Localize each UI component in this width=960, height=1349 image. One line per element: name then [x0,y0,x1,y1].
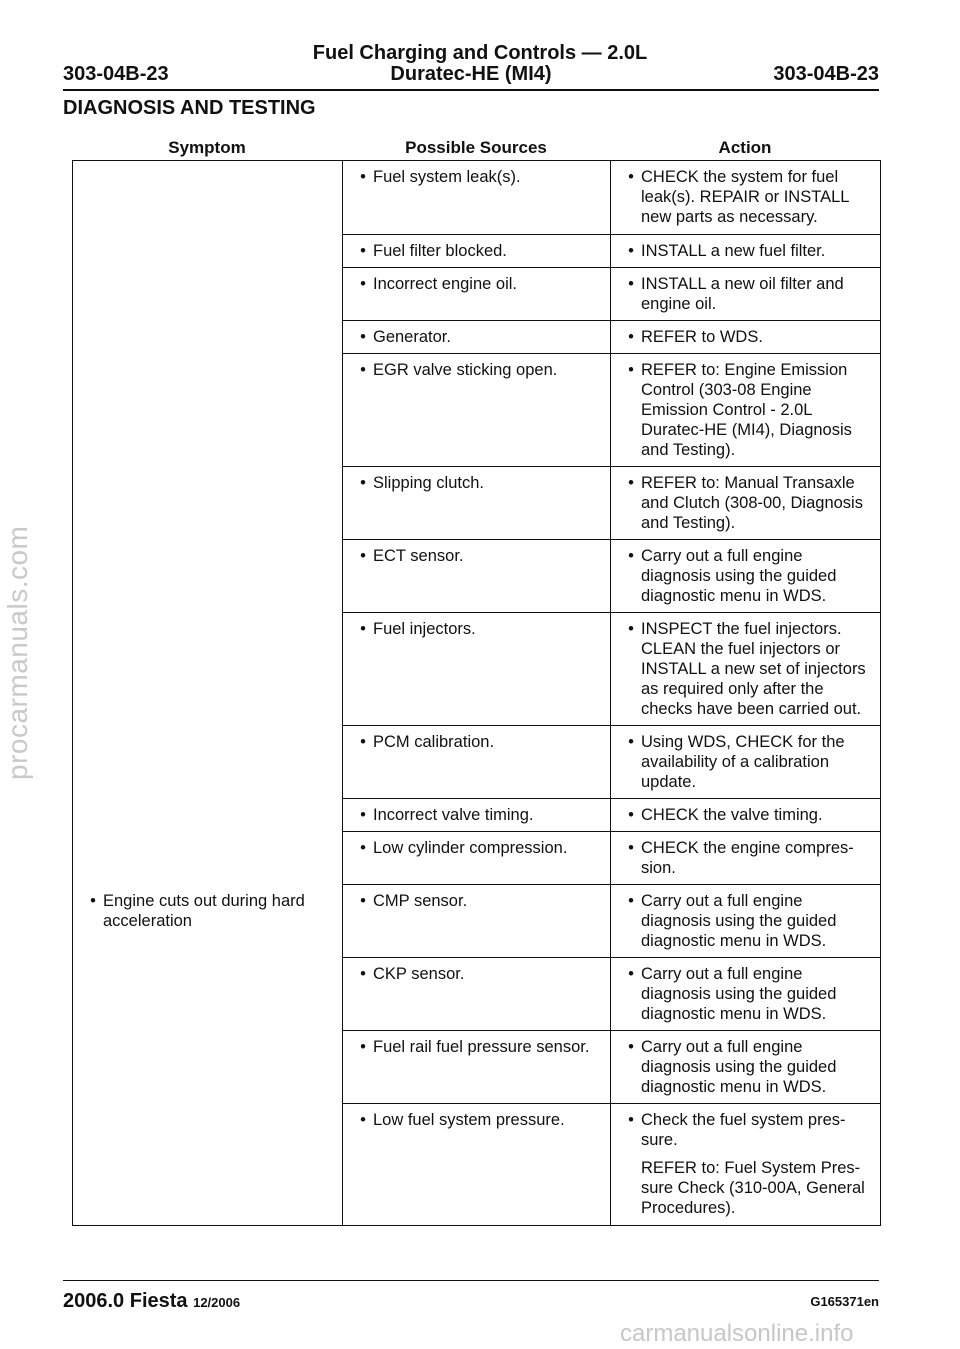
possible-source-cell [343,613,611,726]
table-row [73,799,881,832]
action-cell [611,958,881,1031]
action-extra-text: REFER to: Fuel System Pres-sure Check (310-00A, General Procedures). [641,1159,865,1217]
action-text: • CHECK the valve timing. [615,805,876,825]
possible-source-cell [343,958,611,1031]
possible-source-text: • Fuel system leak(s). [347,167,606,187]
action-cell [611,726,881,799]
action-text: • REFER to: Manual Transaxle and Clutch (308-00, Diagnosis and Testing). [615,473,876,533]
possible-source-cell [343,354,611,467]
possible-source-text: • Low fuel system pressure. [347,1110,606,1130]
possible-source-cell [343,726,611,799]
possible-source-text: • Generator. [347,327,606,347]
header-rule [63,89,879,91]
table-row [73,354,881,467]
action-cell [611,1104,881,1226]
page-title: Fuel Charging and Controls — 2.0L [312,42,648,64]
table-row [73,832,881,885]
possible-source-cell [343,161,611,235]
action-text: • Check the fuel system pres-sure. [615,1110,876,1150]
table-row [73,467,881,540]
symptom-cell [73,235,343,268]
action-text: • INSTALL a new fuel filter. [615,241,876,261]
action-cell [611,321,881,354]
footer-model [63,1290,240,1313]
page-number-right: 303-04B-23 [773,62,879,85]
footer-model-name: 2006.0 Fiesta [63,1290,188,1312]
symptom-cell [73,726,343,799]
possible-source-cell [343,235,611,268]
possible-source-cell [343,1031,611,1104]
possible-source-text: • ECT sensor. [347,546,606,566]
symptom-cell [73,958,343,1031]
possible-source-cell [343,832,611,885]
action-text: • REFER to WDS. [615,327,876,347]
page-subtitle: Duratec-HE (MI4) [390,62,552,85]
possible-source-cell [343,885,611,958]
possible-source-text: • PCM calibration. [347,732,606,752]
symptom-cell [73,354,343,467]
action-text: • INSTALL a new oil filter and engine oil. [615,274,876,314]
symptom-cell [73,613,343,726]
symptom-cell [73,540,343,613]
action-text: • CHECK the engine compres-sion. [615,838,876,878]
symptom-cell [73,832,343,885]
possible-source-text: • Incorrect engine oil. [347,274,606,294]
footer-date: 12/2006 [193,1295,241,1310]
table-row [73,321,881,354]
action-text: • INSPECT the fuel injectors. CLEAN the fuel injectors or INSTALL a new set of injectors as required only after the checks have been carried out. [615,619,876,719]
action-text: • Carry out a full engine diagnosis using the guided diagnostic menu in WDS. [615,1037,876,1097]
symptom-cell [73,1031,343,1104]
action-text: • Carry out a full engine diagnosis using the guided diagnostic menu in WDS. [615,964,876,1024]
possible-source-cell [343,268,611,321]
possible-source-cell [343,1104,611,1226]
footer-rule [63,1280,879,1281]
action-cell [611,832,881,885]
symptom-cell [73,321,343,354]
table-row [73,540,881,613]
possible-source-text: • Incorrect valve timing. [347,805,606,825]
action-cell [611,354,881,467]
possible-source-text: • Fuel rail fuel pressure sensor. [347,1037,606,1057]
column-header-symptom: Symptom [168,138,246,157]
table-row [73,268,881,321]
action-cell [611,613,881,726]
table-row [73,1031,881,1104]
table-row [73,235,881,268]
symptom-cell [73,885,343,958]
action-cell [611,161,881,235]
section-title: DIAGNOSIS AND TESTING [63,97,316,119]
action-cell [611,467,881,540]
possible-source-text: • Fuel filter blocked. [347,241,606,261]
diagnosis-table [72,160,881,1226]
action-cell [611,268,881,321]
possible-source-text: • CMP sensor. [347,891,606,911]
action-text: • REFER to: Engine Emission Control (303-08 Engine Emission Control - 2.0L Duratec-HE (MI4), Diagnosis and Testing). [615,360,876,460]
column-header-sources: Possible Sources [405,138,547,157]
action-text: • Carry out a full engine diagnosis using the guided diagnostic menu in WDS. [615,891,876,951]
possible-source-text: • Slipping clutch. [347,473,606,493]
action-text: • Carry out a full engine diagnosis using the guided diagnostic menu in WDS. [615,546,876,606]
page-number-left: 303-04B-23 [63,62,169,85]
possible-source-cell [343,799,611,832]
symptom-cell [73,161,343,235]
bottom-watermark: carmanualsonline.info [620,1320,854,1347]
header-row [63,61,879,87]
possible-source-text: • Low cylinder compression. [347,838,606,858]
table-row [73,1104,881,1226]
possible-source-cell [343,321,611,354]
symptom-cell [73,268,343,321]
side-watermark: procarmanuals.com [2,525,33,780]
possible-source-text: • Fuel injectors. [347,619,606,639]
action-cell [611,799,881,832]
symptom-text: • Engine cuts out during hard acceleration [77,891,338,931]
action-cell [611,885,881,958]
action-cell [611,1031,881,1104]
action-text: • Using WDS, CHECK for the availability of a calibration update. [615,732,876,792]
footer-code: G165371en [810,1294,879,1309]
column-header-action: Action [718,138,772,157]
possible-source-text: • CKP sensor. [347,964,606,984]
table-row [73,613,881,726]
table-row [73,958,881,1031]
possible-source-text: • EGR valve sticking open. [347,360,606,380]
possible-source-cell [343,467,611,540]
action-text: • CHECK the system for fuel leak(s). REPAIR or INSTALL new parts as necessary. [615,167,876,227]
table-row [73,885,881,958]
action-cell [611,235,881,268]
action-cell [611,540,881,613]
symptom-cell [73,467,343,540]
possible-source-cell [343,540,611,613]
symptom-cell [73,1104,343,1226]
symptom-cell [73,799,343,832]
table-row [73,161,881,235]
table-row [73,726,881,799]
